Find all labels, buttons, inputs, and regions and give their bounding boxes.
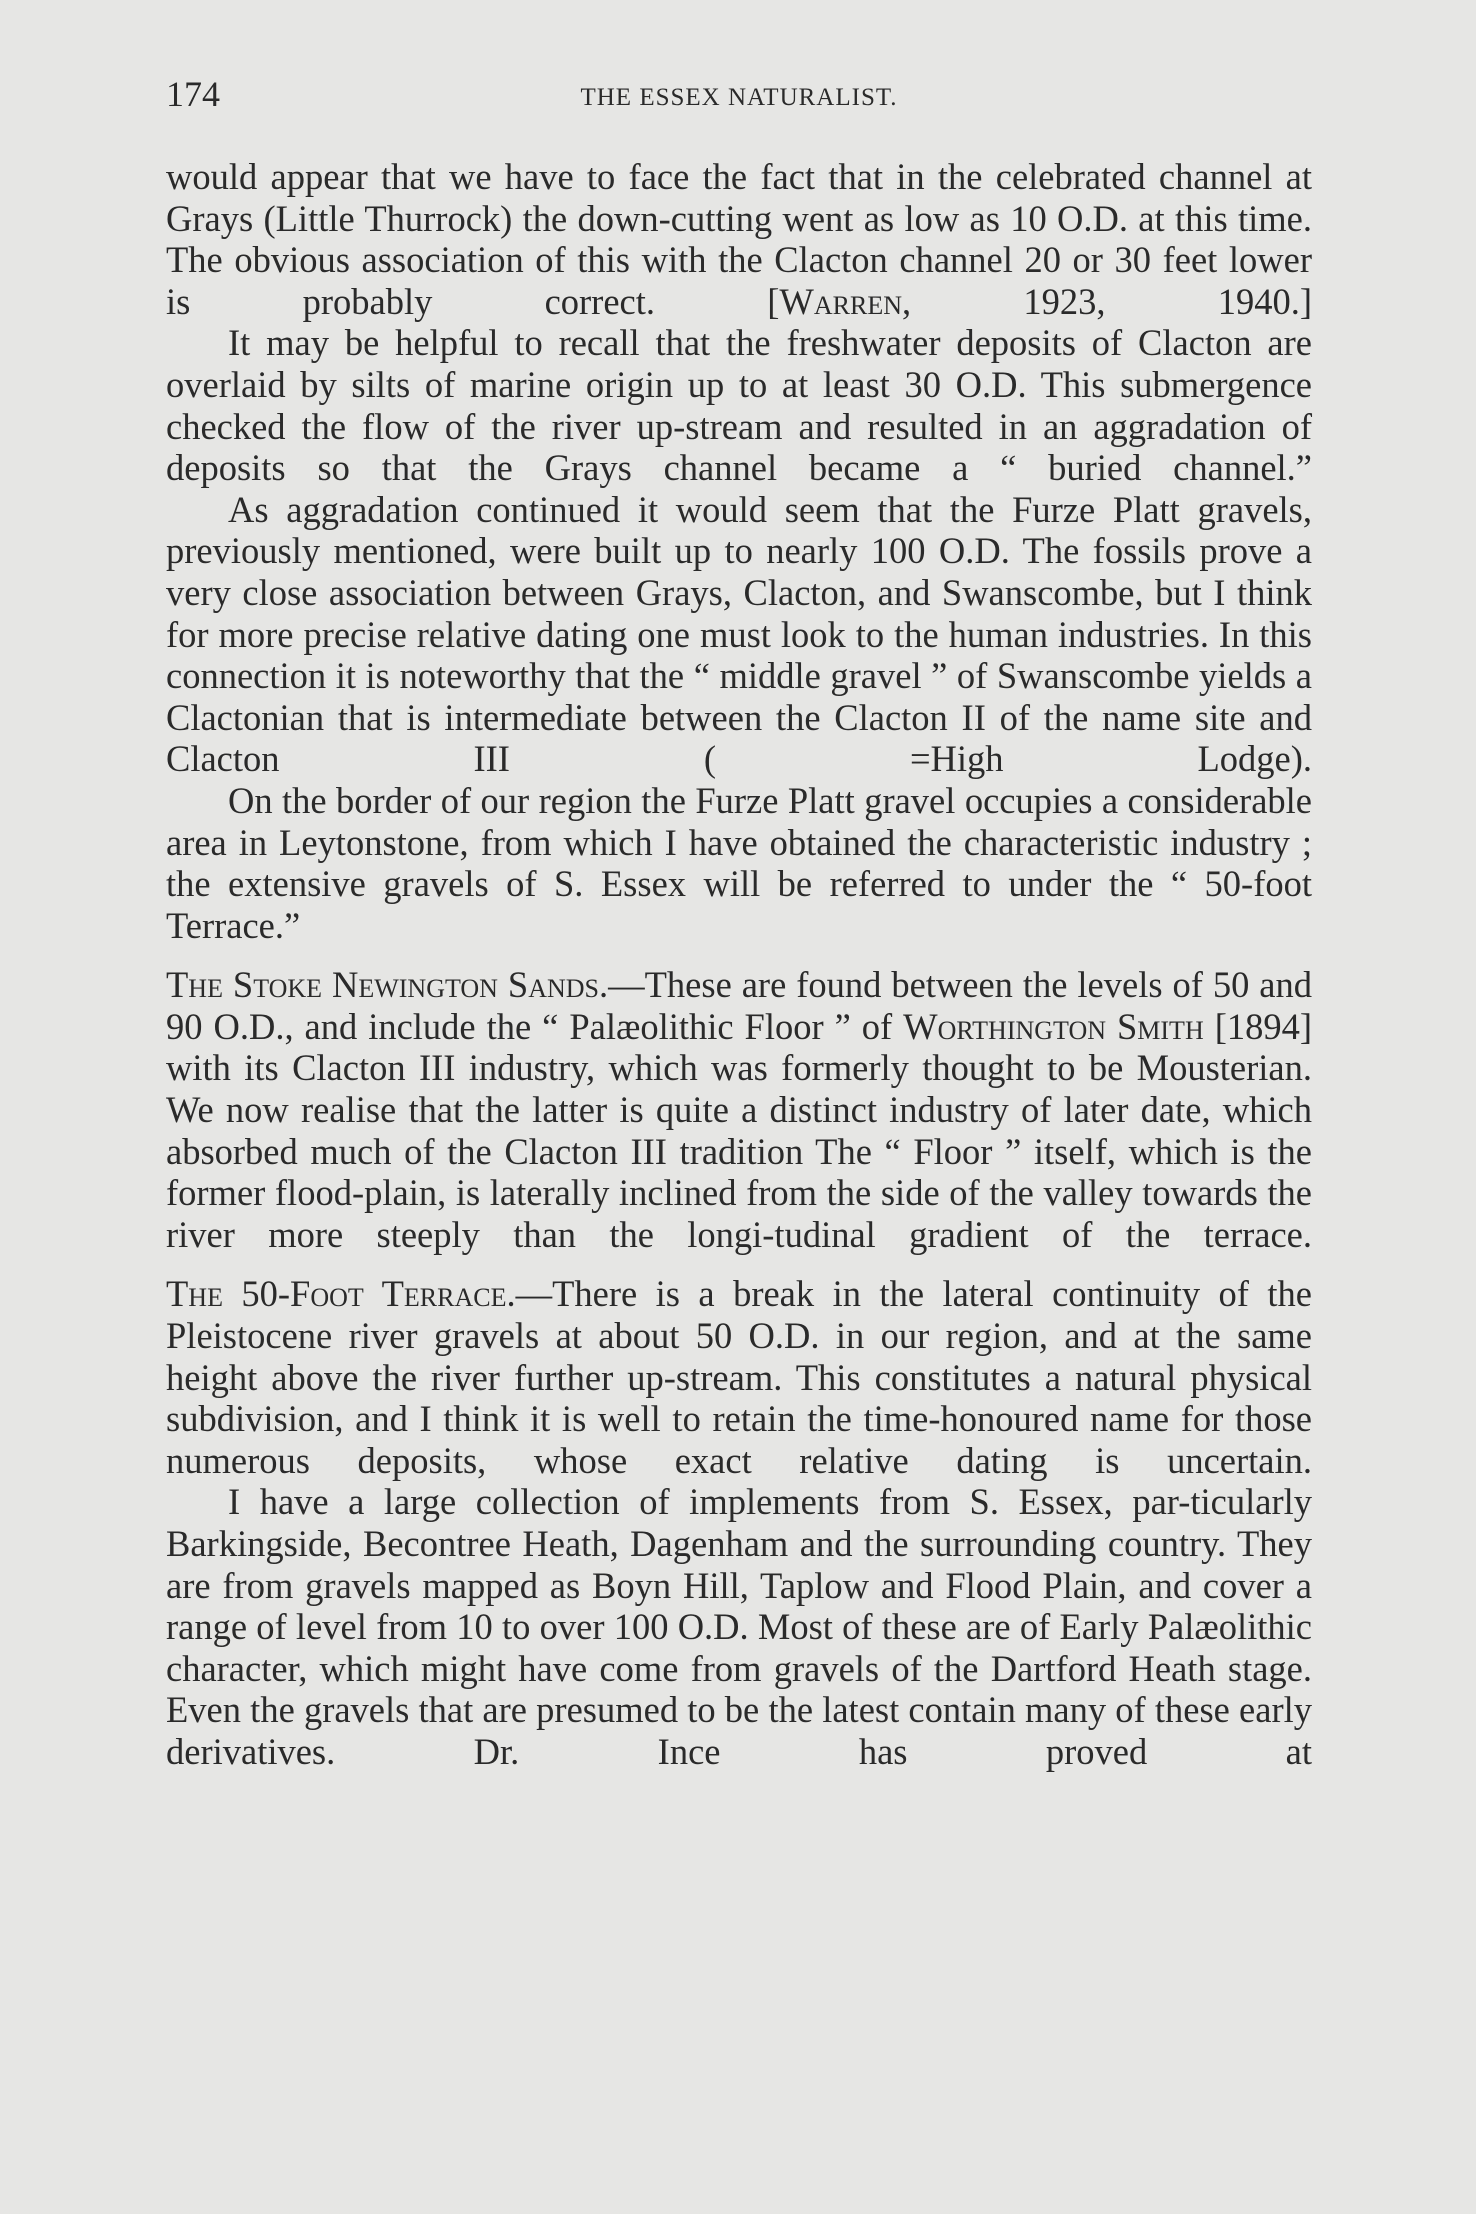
text-segment: [1894] with its Clacton III industry, which was formerly thought to be Mousterian. We now realise that the latter is quite a distinct industry of later date, which absorbed much of the Clacton III tradition The “ Floor ” itself, which is the former flood-plain, is laterally inclined from the side of the valley towards the river more steeply than the longi-tudinal gradient of the terrace. bbox=[166, 1005, 1312, 1255]
paragraph-clacton-silts bbox=[166, 322, 1312, 488]
text-segment: It may be helpful to recall that the freshwater deposits of Clacton are overlaid by silts of marine origin up to at least 30 O.D. This submergence checked the flow of the river up-stream and resulted in an aggradation of deposits so that the Grays channel became a “ buried channel.” bbox=[166, 322, 1312, 489]
page-header bbox=[166, 74, 1312, 124]
text-segment: .—These are found between the levels of 50 and 90 O.D., and include the “ Palæolithic Floor ” of bbox=[166, 964, 1313, 1047]
author-citation: Worthington Smith bbox=[903, 1005, 1204, 1047]
text-segment: .—There is a break in the lateral continuity of the Pleistocene river gravels at about 50 O.D. in our region, and at the same height above the river further up-stream. This constitutes a natural physical subdivision, and I think it is well to retain the time-honoured name for those numerous deposits, whose exact relative dating is uncertain. bbox=[166, 1273, 1313, 1481]
text-segment: I have a large collection of implements from S. Essex, par-ticularly Barkingside, Becontree Heath, Dagenham and the surrounding country. They are from gravels mapped as Boyn Hill, Taplow and Flood Plain, and cover a range of level from 10 to over 100 O.D. Most of these are of Early Palæolithic character, which might have come from gravels of the Dartford Heath stage. Even the gravels that are presumed to be the latest contain many of these early derivatives. Dr. Ince has proved at bbox=[166, 1481, 1312, 1772]
section-stoke-newington-sands bbox=[166, 964, 1312, 1255]
section-50-foot-terrace bbox=[166, 1273, 1312, 1481]
author-citation: Warren bbox=[779, 280, 902, 322]
section-heading: The Stoke Newington Sands bbox=[166, 964, 599, 1006]
paragraph-furze-platt bbox=[166, 780, 1312, 946]
paragraph-aggradation bbox=[166, 489, 1312, 780]
text-segment: On the border of our region the Furze Platt gravel occupies a considerable area in Leytonstone, from which I have obtained the characteristic industry ; the extensive gravels of S. Essex will be referred to under the “ 50-foot Terrace.” bbox=[166, 779, 1312, 946]
paragraph-implements-collection bbox=[166, 1481, 1312, 1772]
text-segment: would appear that we have to face the fact that in the celebrated channel at Grays (Little Thurrock) the down-cutting went as low as 10 O.D. at this time. The obvious association of this with the Clacton channel 20 or 30 feet lower is probably correct. [ bbox=[166, 156, 1312, 322]
section-heading: The 50-Foot Terrace bbox=[166, 1273, 507, 1315]
body-text bbox=[166, 156, 1312, 1773]
running-head: THE ESSEX NATURALIST. bbox=[580, 84, 898, 111]
paragraph-grays-channel bbox=[166, 156, 1312, 322]
text-segment: , 1923, 1940.] bbox=[901, 280, 1312, 322]
text-segment: As aggradation continued it would seem that the Furze Platt gravels, previously mentioned, were built up to nearly 100 O.D. The fossils prove a very close association between Grays, Clacton, and Swanscombe, but I think for more precise relative dating one must look to the human industries. In this connection it is noteworthy that the “ middle gravel ” of Swanscombe yields a Clactonian that is intermediate between the Clacton II of the name site and Clacton III ( =High Lodge). bbox=[166, 488, 1312, 780]
page-number: 174 bbox=[166, 74, 220, 114]
